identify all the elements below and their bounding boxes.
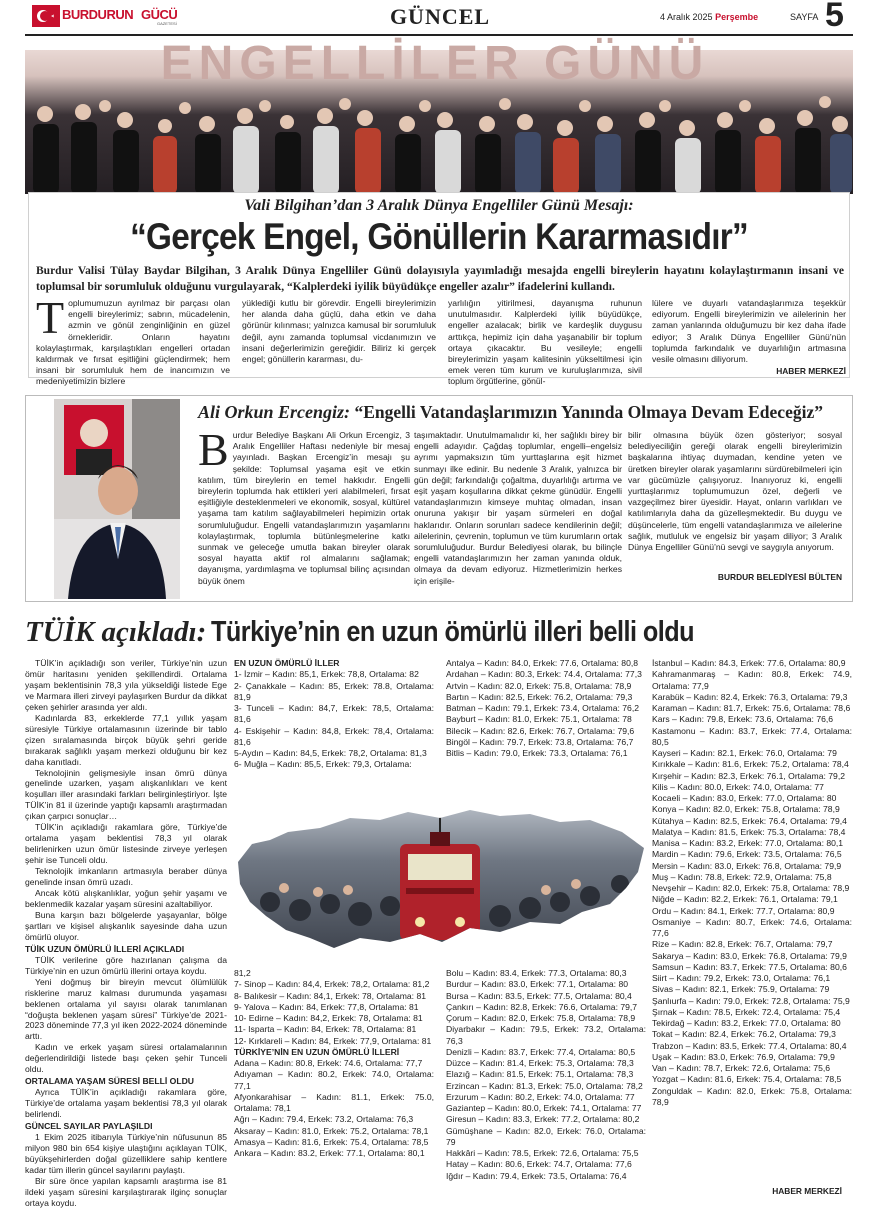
tuik-heading bbox=[25, 616, 860, 649]
flag-icon bbox=[32, 5, 60, 27]
list-item: Mersin – Kadın: 83.0, Erkek: 76.8, Ortalama: 79,9 bbox=[652, 860, 842, 871]
ercengiz-headline: “Engelli Vatandaşlarımızın Yanında Olmaya Devam Edeceğiz” bbox=[354, 402, 823, 422]
subheading: GÜNCEL SAYILAR PAYLAŞILDI bbox=[25, 1121, 153, 1132]
list-item: Ardahan – Kadın: 80.3, Erkek: 74.4, Ortalama: 77,3 bbox=[446, 669, 642, 680]
tuik-left-column bbox=[25, 658, 227, 1208]
list-item: Düzce – Kadın: 81.4, Erkek: 75.3, Ortalama: 78,3 bbox=[446, 1058, 634, 1068]
list-item: Muş – Kadın: 78.8, Erkek: 72.9, Ortalama: 75,8 bbox=[652, 871, 832, 882]
list-item: Ankara – Kadın: 83.2, Erkek: 77.1, Ortalama: 80,1 bbox=[234, 1148, 425, 1158]
vali-headline: “Gerçek Engel, Gönüllerin Kararmasıdır” bbox=[130, 216, 748, 257]
list-item: Aksaray – Kadın: 81.0, Erkek: 75.2, Ortalama: 78,1 bbox=[234, 1125, 429, 1136]
list-item: Rize – Kadın: 82.8, Erkek: 76.7, Ortalama: 79,7 bbox=[652, 939, 833, 950]
list-item: Hatay – Kadın: 80.6, Erkek: 74.7, Ortalama: 77,6 bbox=[446, 1159, 632, 1170]
mayor-photo bbox=[54, 399, 180, 599]
list-item: 5-Aydın – Kadın: 84,5, Erkek: 78,2, Ortalama: 81,3 bbox=[234, 748, 427, 758]
vali-col2-text: yüklediği kutlu bir görevdir. Engelli bireylerimizin her alanda daha güçlü, daha etkin ve daha görünür kılınması; yalnızca kamusal bir sorumluluk değil, aynı zamanda toplumsal vicdanımızın ve insani değerlerimizin gereğidir. Biliriz ki gerçek engel; gönüllerin kararması, du- bbox=[242, 298, 436, 365]
vali-column-3 bbox=[448, 298, 642, 387]
logo-accent: GÜCÜ bbox=[141, 7, 178, 22]
list-item: Kütahya – Kadın: 82.5, Erkek: 76.4, Ortalama: 79,4 bbox=[652, 815, 847, 826]
list-item: EN UZUN ÖMÜRLÜ İLLER bbox=[234, 658, 340, 668]
list-item: Adana – Kadın: 80.8, Erkek: 74.6, Ortalama: 77,7 bbox=[234, 1058, 423, 1068]
list-item: Hakkâri – Kadın: 78.5, Erkek: 72.6, Ortalama: 75,5 bbox=[446, 1148, 639, 1158]
list-item: Trabzon – Kadın: 83.5, Erkek: 77.4, Ortalama: 80,4 bbox=[652, 1040, 847, 1051]
list-item: Çankırı – Kadın: 82.8, Erkek: 76.6, Ortalama: 79,7 bbox=[446, 1001, 638, 1012]
list-item: 4- Eskişehir – Kadın: 84,8, Erkek: 78,4, Ortalama: 81,6 bbox=[234, 725, 434, 747]
list-item: 6- Muğla – Kadın: 85,5, Erkek: 79,3, Ortalama: bbox=[234, 759, 412, 770]
list-item: Kocaeli – Kadın: 83.0, Erkek: 77.0, Ortalama: 80 bbox=[652, 793, 837, 803]
tuik-kicker: TÜİK açıkladı: bbox=[25, 616, 207, 648]
vali-column-1 bbox=[36, 292, 230, 387]
list-item: Kars – Kadın: 79.8, Erkek: 73.6, Ortalama: 76,6 bbox=[652, 714, 834, 725]
list-item: Gümüşhane – Kadın: 82.0, Erkek: 76.0, Ortalama: 79 bbox=[446, 1125, 646, 1147]
list-item: Uşak – Kadın: 83.0, Erkek: 76.9, Ortalama: 79,9 bbox=[652, 1051, 835, 1062]
list-item: Bolu – Kadın: 83.4, Erkek: 77.3, Ortalama: 80,3 bbox=[446, 968, 627, 978]
masthead-logo[interactable] bbox=[32, 4, 178, 28]
list-item: Konya – Kadın: 82.0, Erkek: 75.8, Ortalama: 78,9 bbox=[652, 804, 840, 815]
ercengiz-column-3 bbox=[628, 430, 842, 570]
tuik-column-2-bottom bbox=[234, 968, 434, 1159]
paragraph: Yeni doğmuş bir bireyin mevcut ölümlülük risklerine maruz kalması durumunda yaşaması beklenen ortalama yıl sayısı olarak tanımlanan “doğuşta beklenen yaşam süresi” Türkiye’de 2021-2023 döneminde 77,3 yıl iken 2022-2024 döneminde arttı. bbox=[25, 976, 227, 1042]
list-item: Manisa – Kadın: 83.2, Erkek: 77.0, Ortalama: 80,1 bbox=[652, 838, 844, 848]
tuik-column-3-top bbox=[446, 658, 646, 759]
mayor-portrait bbox=[54, 399, 180, 599]
ercengiz-signature: BURDUR BELEDİYESİ BÜLTEN bbox=[717, 572, 842, 582]
list-item: Artvin – Kadın: 82.0, Erkek: 75.8, Ortalama: 78,9 bbox=[446, 680, 632, 691]
list-item: Kastamonu – Kadın: 83.7, Erkek: 77.4, Ortalama: 80,5 bbox=[652, 725, 852, 747]
tuik-column-2-top bbox=[234, 658, 434, 771]
list-item: Tokat – Kadın: 82.4, Erkek: 76.2, Ortalama: 79,3 bbox=[652, 1029, 836, 1040]
page-number: 5 bbox=[825, 0, 844, 34]
list-item: Bitlis – Kadın: 79.0, Erkek: 73.3, Ortalama: 76,1 bbox=[446, 748, 628, 758]
page-label: SAYFA bbox=[790, 12, 819, 22]
vali-kicker: Vali Bilgihan’dan 3 Aralık Dünya Engelliler Günü Mesajı: bbox=[244, 197, 634, 214]
list-item: Samsun – Kadın: 83.7, Erkek: 77.5, Ortalama: 80,6 bbox=[652, 961, 847, 972]
list-item: Elazığ – Kadın: 81.5, Erkek: 75.1, Ortalama: 78,3 bbox=[446, 1069, 634, 1080]
list-item: Burdur – Kadın: 83.0, Erkek: 77.1, Ortalama: 80 bbox=[446, 979, 629, 990]
crowd-photo bbox=[25, 37, 853, 194]
vali-col4-text: lülere ve duyarlı vatandaşlarımıza teşekkür ediyorum. Engelli bireylerimizin ve ailelerinin her zaman yanlarında olduğumuzu bir kez daha ifade ediyor; 3 Aralık Dünya Engelliler Günü’nün toplumda farkındalık ve duyarlılığın artmasına vesile olmasını diliyorum. bbox=[652, 298, 846, 365]
list-item: Adıyaman – Kadın: 80.2, Erkek: 74.0, Ortalama: 77,1 bbox=[234, 1069, 434, 1091]
list-item: Karaman – Kadın: 81.7, Erkek: 75.6, Ortalama: 78,6 bbox=[652, 703, 851, 713]
logo-text: BURDURUN bbox=[62, 7, 134, 22]
paragraph: 1 Ekim 2025 itibarıyla Türkiye’nin nüfusunun 85 milyon 980 bin 654 kişiye ulaştığını açıklayan TÜİK, büyükşehirlerden doğal güzelliklere sahip kentlere kadar tüm illerin güncel sayılarını paylaştı. bbox=[25, 1131, 227, 1175]
list-item: Nevşehir – Kadın: 82.0, Erkek: 75.8, Ortalama: 78,9 bbox=[652, 883, 850, 893]
list-item: Bilecik – Kadın: 82.6, Erkek: 76.7, Ortalama: 79,6 bbox=[446, 725, 635, 736]
list-item: 1- İzmir – Kadın: 85,1, Erkek: 78,8, Ortalama: 82 bbox=[234, 669, 419, 680]
list-item: Ağrı – Kadın: 79.4, Erkek: 73.2, Ortalama: 76,3 bbox=[234, 1114, 414, 1125]
list-item: İstanbul – Kadın: 84.3, Erkek: 77.6, Ortalama: 80,9 bbox=[652, 658, 846, 668]
paragraph: Ancak kötü alışkanlıklar, yoğun şehir yaşamı ve beklenmedik kazalar yaşam süresini azaltabiliyor. bbox=[25, 888, 227, 909]
list-item: Kilis – Kadın: 80.0, Erkek: 74.0, Ortalama: 77 bbox=[652, 781, 824, 792]
list-item: Mardin – Kadın: 79.6, Erkek: 73.5, Ortalama: 76,5 bbox=[652, 849, 842, 860]
paragraph: TÜİK verilerine göre hazırlanan çalışma da Türkiye’nin en uzun ömürlü illerini ortaya koydu. bbox=[25, 954, 227, 976]
list-item: Iğdır – Kadın: 79.4, Erkek: 73.5, Ortalama: 76,4 bbox=[446, 1170, 627, 1181]
vali-lead: Burdur Valisi Tülay Baydar Bilgihan, 3 Aralık Dünya Engelliler Günü dolayısıyla yayımladığı mesajda engelli bireylerin hayatını kolaylaştırmanın insani ve toplumsal bir sorumluluk olduğunu vurgulayarak, “Kalplerdeki iyilik büyüdükçe engeller azalır” ifadelerini kullandı. bbox=[36, 265, 844, 293]
list-item: Siirt – Kadın: 79.2, Erkek: 73.0, Ortalama: 76,1 bbox=[652, 973, 831, 983]
vali-col1-text: oplumumuzun ayrılmaz bir parçası olan engelli bireylerimiz; sabrın, mücadelenin, azmin ve gönül zenginliğinin en güzel örnekleridir. Onların hayatını kolaylaştırmak, karşılaştıkları engelleri ortadan kaldırmak ve fırsat eşitliğini güçlendirmek; hem insani bir sorumluluk hem de inancımızın ve medeniyetimizin bizlere bbox=[36, 298, 230, 387]
list-item: Denizli – Kadın: 83.7, Erkek: 77.4, Ortalama: 80,5 bbox=[446, 1046, 636, 1057]
list-item: Osmaniye – Kadın: 80.7, Erkek: 74.6, Ortalama: 77,6 bbox=[652, 916, 852, 938]
list-item: Çorum – Kadın: 82.0, Erkek: 75.8, Ortalama: 78,9 bbox=[446, 1013, 636, 1023]
ercengiz-col3-text: bilir olmasına büyük özen gösteriyor; sosyal belediyeciliğin gereği olarak engelli bireylerimizin başkalarına ihtiyaç duymadan, kendine yeten ve üretken bireyler olarak yaşamlarını sürdürebilmeleri için var gücümüzle çalışıyoruz. İnanıyoruz ki, engelli yurttaşlarımız toplumumuzun özel, değerli ve vazgeçilmez birer üyesidir. Hayat, onların varlıkları ve katılımlarıyla daha da güzelleşmektedir. Bu duygu ve düşüncelerle, tüm engelli vatandaşlarımıza ve ailelerine sağlık, mutluluk ve engelsiz bir yaşam diliyor; 3 Aralık Dünya Engelliler Günü’nü sevgi ve saygıyla anıyorum. bbox=[628, 430, 842, 553]
list-item: TÜRKİYE’NİN EN UZUN ÖMÜRLÜ İLLERİ bbox=[234, 1046, 400, 1057]
list-item: Van – Kadın: 78.7, Erkek: 72.6, Ortalama: 75,6 bbox=[652, 1063, 831, 1073]
list-item: Kahramanmaraş – Kadın: 80.8, Erkek: 74.9, Ortalama: 77,9 bbox=[652, 669, 852, 691]
list-item: Erzurum – Kadın: 80.2, Erkek: 74.0, Ortalama: 77 bbox=[446, 1091, 635, 1102]
list-item: 81,2 bbox=[234, 968, 251, 978]
photo-banner: ENGELLİLER GÜNÜ bbox=[160, 37, 710, 90]
list-item: Gaziantep – Kadın: 80.0, Erkek: 74.1, Ortalama: 77 bbox=[446, 1103, 642, 1113]
list-item: Niğde – Kadın: 82.2, Erkek: 76.1, Ortalama: 79,1 bbox=[652, 894, 838, 905]
paragraph: Bir süre önce yapılan kapsamlı araştırma ise 81 ildeki yaşam süresini karşılaştırarak ilginç sonuçlar ortaya koydu. bbox=[25, 1175, 227, 1208]
paragraph: Buna karşın bazı bölgelerde yaşayanlar, bölge şartları ve kişisel alışkanlık sayesinde daha uzun ömürlü oluyor. bbox=[25, 909, 227, 942]
list-item: Sivas – Kadın: 82.1, Erkek: 75.9, Ortalama: 79 bbox=[652, 984, 830, 995]
vali-col3-text: yarlılığın yitirilmesi, dayanışma ruhunun unutulmasıdır. Kalplerdeki iyilik büyüdükçe, engeller azalacak; birlik ve kardeşlik duygusu arttıkça, hepimiz için daha yaşanabilir bir toplum ortaya çıkacaktır. Bu vesileyle; engelli bireylerimizin yaşam kalitesinin yükseltilmesi için emek veren tüm kurum ve kuruluşlarımıza, sivil toplum örgütlerine, gönül- bbox=[448, 298, 642, 387]
list-item: Bartın – Kadın: 82.5, Erkek: 76.2, Ortalama: 79,3 bbox=[446, 691, 633, 702]
list-item: Antalya – Kadın: 84.0, Erkek: 77.6, Ortalama: 80,8 bbox=[446, 658, 639, 668]
list-item: Malatya – Kadın: 81.5, Erkek: 75.3, Ortalama: 78,4 bbox=[652, 826, 846, 837]
issue-date bbox=[660, 12, 758, 22]
ercengiz-dropcap: B bbox=[198, 424, 229, 475]
list-item: Kırıkkale – Kadın: 81.6, Erkek: 75.2, Ortalama: 78,4 bbox=[652, 759, 849, 770]
ercengiz-col1-text: urdur Belediye Başkanı Ali Orkun Ercengiz, 3 Aralık Engelliler Haftası nedeniyle bir mesaj yayınladı. Başkan Ercengiz’in mesajı şu şekilde: Toplumsal yaşama eşit ve etkin katılım, tüm bireylerin en temel hakkıdır. Engelli bireylerin toplumda hak ettikleri yeri alabilmeleri, fırsat eşitliğiyle desteklenmeleri ve ekonomik, sosyal, kültürel yaşama tam katılım sağlayabilmeleri hepimizin ortak sorumluluğudur. Engelli vatandaşlarımızın yaşamlarını kolaylaştırmak, toplumla bütünleşmelerine katkı sunmak ve geleceğe umutla bakan bireyler olarak sosyal hayatta aktif rol almalarını sağlamak; dayanışma, yardımlaşma ve toplumsal bilinç açısından büyük önem bbox=[198, 430, 410, 586]
list-item: 11- Isparta – Kadın: 84, Erkek: 78, Ortalama: 81 bbox=[234, 1024, 417, 1035]
paragraph: Kadın ve erkek yaşam süresi ortalamalarının değerlendirildiği listede başı çeken şehir Tunceli oldu. bbox=[25, 1042, 227, 1075]
vali-dropcap: T bbox=[36, 292, 65, 343]
vali-column-2 bbox=[242, 298, 436, 378]
ercengiz-column-2 bbox=[414, 430, 622, 590]
list-item: Kırşehir – Kadın: 82.3, Erkek: 76.1, Ortalama: 79,2 bbox=[652, 770, 845, 781]
list-item: Tekirdağ – Kadın: 83.2, Erkek: 77.0, Ortalama: 80 bbox=[652, 1018, 841, 1028]
list-item: Erzincan – Kadın: 81.3, Erkek: 75.0, Ortalama: 78,2 bbox=[446, 1080, 643, 1091]
date-text: 4 Aralık 2025 bbox=[660, 12, 713, 22]
list-item: Batman – Kadın: 79.1, Erkek: 73.4, Ortalama: 76,2 bbox=[446, 703, 639, 713]
paragraph: TÜİK’in açıkladığı rakamlara göre, Türkiye’de ortalama yaşam beklentisi 78,3 yıl olarak belirlenirken uzun ömür listesinde zirveye yerleşen şehir ise Tunceli oldu. bbox=[25, 822, 227, 866]
paragraph: Kadınlarda 83, erkeklerde 77,1 yıllık yaşam süresiyle Türkiye ortalamasının üzerinde bir tablo çizen sıralamasında birçok büyük şehri geride bırakarak sağlıklı yaşam merkezi olduğunu bir kez daha kanıtladı. bbox=[25, 712, 227, 767]
list-item: Karabük – Kadın: 82.4, Erkek: 76.3, Ortalama: 79,3 bbox=[652, 691, 848, 702]
list-item: 2- Çanakkale – Kadın: 85, Erkek: 78.8, Ortalama: 81,9 bbox=[234, 680, 434, 702]
tuik-column-4 bbox=[652, 658, 852, 1108]
crowd-silhouettes bbox=[25, 50, 853, 194]
list-item: Bingöl – Kadın: 79.7, Erkek: 73.8, Ortalama: 76,7 bbox=[446, 736, 634, 747]
ercengiz-column-1 bbox=[198, 424, 410, 590]
list-item: 12- Kırklareli – Kadın: 84, Erkek: 77,9, Ortalama: 81 bbox=[234, 1035, 432, 1046]
list-item: Ordu – Kadın: 84.1, Erkek: 77.7, Ortalama: 80,9 bbox=[652, 905, 835, 916]
paragraph: Ayrıca TÜİK’in açıkladığı rakamlara göre, Türkiye’de ortalama yaşam beklentisi 78,3 yıl olarak belirlendi. bbox=[25, 1087, 227, 1120]
logo-subtitle: GAZETESİ bbox=[157, 21, 177, 26]
list-item: 9- Yalova – Kadın: 84, Erkek: 77,8, Ortalama: 81 bbox=[234, 1001, 419, 1012]
list-item: Bursa – Kadın: 83.5, Erkek: 77.5, Ortalama: 80,4 bbox=[446, 990, 632, 1001]
tuik-column-3-bottom bbox=[446, 968, 646, 1182]
list-item: 7- Sinop – Kadın: 84,4, Erkek: 78,2, Ortalama: 81,2 bbox=[234, 979, 430, 990]
tuik-signature: HABER MERKEZİ bbox=[772, 1186, 842, 1196]
list-item: Şırnak – Kadın: 78.5, Erkek: 72.4, Ortalama: 75,4 bbox=[652, 1006, 841, 1017]
vali-column-4 bbox=[652, 298, 846, 366]
ercengiz-kicker: Ali Orkun Ercengiz: bbox=[198, 402, 351, 422]
list-item: Amasya – Kadın: 81.6, Erkek: 75.4, Ortalama: 78,5 bbox=[234, 1136, 429, 1147]
section-title: GÜNCEL bbox=[389, 4, 491, 29]
turkey-map-photo bbox=[230, 792, 650, 962]
subheading: ORTALAMA YAŞAM SÜRESİ BELLİ OLDU bbox=[25, 1076, 195, 1087]
subheading: TÜİK UZUN ÖMÜRLÜ İLLERİ AÇIKLADI bbox=[25, 943, 185, 954]
list-item: Şanlıurfa – Kadın: 79.0, Erkek: 72.8, Ortalama: 75,9 bbox=[652, 995, 850, 1006]
tuik-headline: Türkiye’nin en uzun ömürlü illeri belli oldu bbox=[210, 616, 694, 648]
paragraph: Teknolojinin gelişmesiyle insan ömrü dünya genelinde uzarken, yaşam alışkanlıkları ve kent koşulları iller arasındaki farkları belirginleştiriyor. İşte TÜİK’in 81 il üzerinde yaptığı kapsamlı araştırmadan çıkan çarpıcı sonuçlar… bbox=[25, 767, 227, 822]
list-item: Kayseri – Kadın: 82.1, Erkek: 76.0, Ortalama: 79 bbox=[652, 748, 837, 758]
weekday-text: Perşembe bbox=[715, 12, 759, 22]
list-item: Diyarbakır – Kadın: 79.5, Erkek: 73.2, Ortalama: 76,3 bbox=[446, 1024, 646, 1046]
paragraph: Teknolojik imkanların artmasıyla beraber dünya genelinde insan ömrü uzadı. bbox=[25, 866, 227, 888]
list-item: 8- Balıkesir – Kadın: 84,1, Erkek: 78, Ortalama: 81 bbox=[234, 990, 427, 1001]
list-item: Afyonkarahisar – Kadın: 81.1, Erkek: 75.0, Ortalama: 78,1 bbox=[234, 1091, 434, 1113]
ercengiz-col2-text: taşımaktadır. Unutulmamalıdır ki, her sağlıklı birey bir engelli adayıdır. Çağdaş toplumlar, engelli–engelsiz ayrımı yapmaksızın tüm yurttaşlarına eşit hizmet sunmayı ilke edinir. Bu nedenle 3 Aralık, yalnızca bir gün değil; farkındalığı çoğaltma, duyarlılığı artırma ve eşit yaşam koşullarına dikkat çekme günüdür. Engelli vatandaşlarımızın kimseye muhtaç olmadan, insan onuruna yakışır bir yaşam sürmeleri en doğal haklarıdır. Onların sorunları sadece kendilerinin değil; ailelerinin, çevrenin, toplumun ve tüm kurumların ortak sorumluluğudur. Burdur Belediyesi olarak, bu bilinçle engelli vatandaşlarımızın her zaman yanında olduk, olmaya da devam ediyoruz. Hizmetlerimizin herkes için erişile- bbox=[414, 430, 622, 586]
list-item: Sakarya – Kadın: 83.0, Erkek: 76.8, Ortalama: 79,9 bbox=[652, 950, 847, 961]
list-item: 3- Tunceli – Kadın: 84,7, Erkek: 78,5, Ortalama: 81,6 bbox=[234, 703, 434, 725]
paragraph: TÜİK’in açıkladığı son veriler, Türkiye’nin uzun ömür haritasını yeniden şekillendirdi. Ortalama yaşam beklentisinin 78,3 yıla yükseldiği listede Ege ve Marmara illeri zirveyi paylaşırken Burdur da dikkat çeken şehirler arasında yer aldı. bbox=[25, 658, 227, 712]
list-item: Yozgat – Kadın: 81.6, Erkek: 75.4, Ortalama: 78,5 bbox=[652, 1074, 842, 1085]
list-item: Giresun – Kadın: 83.3, Erkek: 77.2, Ortalama: 80,2 bbox=[446, 1114, 640, 1125]
list-item: 10- Edirne – Kadın: 84,2, Erkek: 78, Ortalama: 81 bbox=[234, 1013, 423, 1023]
ercengiz-heading bbox=[198, 402, 848, 423]
list-item: Bayburt – Kadın: 81.0, Erkek: 75.1, Ortalama: 78 bbox=[446, 714, 632, 725]
vali-signature: HABER MERKEZİ bbox=[776, 366, 846, 376]
list-item: Zonguldak – Kadın: 82.0, Erkek: 75.8, Ortalama: 78,9 bbox=[652, 1085, 852, 1107]
